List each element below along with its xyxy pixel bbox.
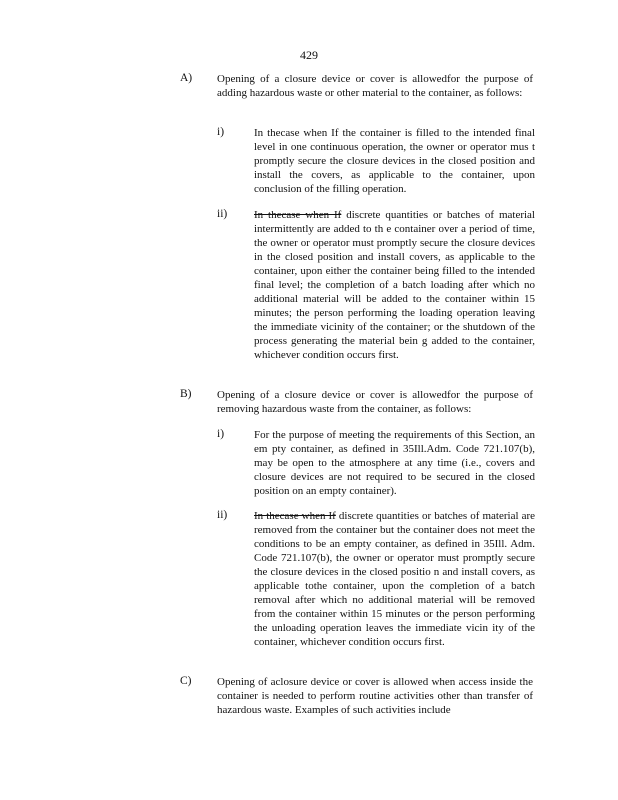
section-a-i-text: In thecase when If the container is filled to the intended final level in one continuous operation, the owner or operator mus t promptly secure the closure devices in the closed position and install the covers, as applicable to the container, upon conclusion of the filling operation. <box>254 127 535 195</box>
section-b-label: B) <box>180 388 192 400</box>
section-a-ii-label: ii) <box>217 208 228 220</box>
section-a-i-label: i) <box>217 126 225 138</box>
section-b-ii-label: ii) <box>217 509 228 521</box>
struck-text: In thecase when If <box>254 209 342 221</box>
section-c-label: C) <box>180 675 192 687</box>
section-a-label: A) <box>180 72 193 84</box>
section-b-i-text: For the purpose of meeting the requirements of this Section, an em pty container, as defined in 35Ill.Adm. Code 721.107(b), may be open to the atmosphere at any time (i.e., covers and closure devices are not required to be secured in the closed position on an empty container). <box>254 429 535 497</box>
page-number: 429 <box>300 48 318 62</box>
section-b-i-label: i) <box>217 428 225 440</box>
section-b-ii-paragraph <box>254 509 535 649</box>
struck-text: In thecase when If <box>254 510 336 522</box>
section-c-text: Opening of aclosure device or cover is allowed when access inside the container is needed to perform routine activities other than transfer of hazardous waste. Examples of such activities include <box>217 676 533 716</box>
section-a-ii-paragraph <box>254 208 535 362</box>
section-a-text: Opening of a closure device or cover is allowedfor the purpose of adding hazardous waste or other material to the container, as follows: <box>217 73 533 99</box>
section-b-ii-text: discrete quantities or batches of material are removed from the container but the container does not meet the conditions to be an empty container, as defined in 35Ill. Adm. Code 721.107(b), the owner or operator must promptly secure the closure devices in the closed positio n and install covers, as applicable tothe container, upon the completion of a batch removal after which no additional material will be removed from the container within 15 minutes or the person performing the unloading operation leaves the immediate vicin ity of the container, whichever condition occurs first. <box>254 510 535 648</box>
section-a-ii-text: discrete quantities or batches of material intermittently are added to th e container over a period of time, the owner or operator must promptly secure the closure devices in the closed position and install covers, as applicable to the container, upon either the container being filled to the intended final level; the completion of a batch loading after which no additional material will be added to the container within 15 minutes; the person performing the loading operation leaving the immediate vicinity of the container; or the shutdown of the process generating the material bein g added to the container, whichever condition occurs first. <box>254 209 535 361</box>
section-b-text: Opening of a closure device or cover is allowedfor the purpose of removing hazardous waste from the container, as follows: <box>217 389 533 415</box>
